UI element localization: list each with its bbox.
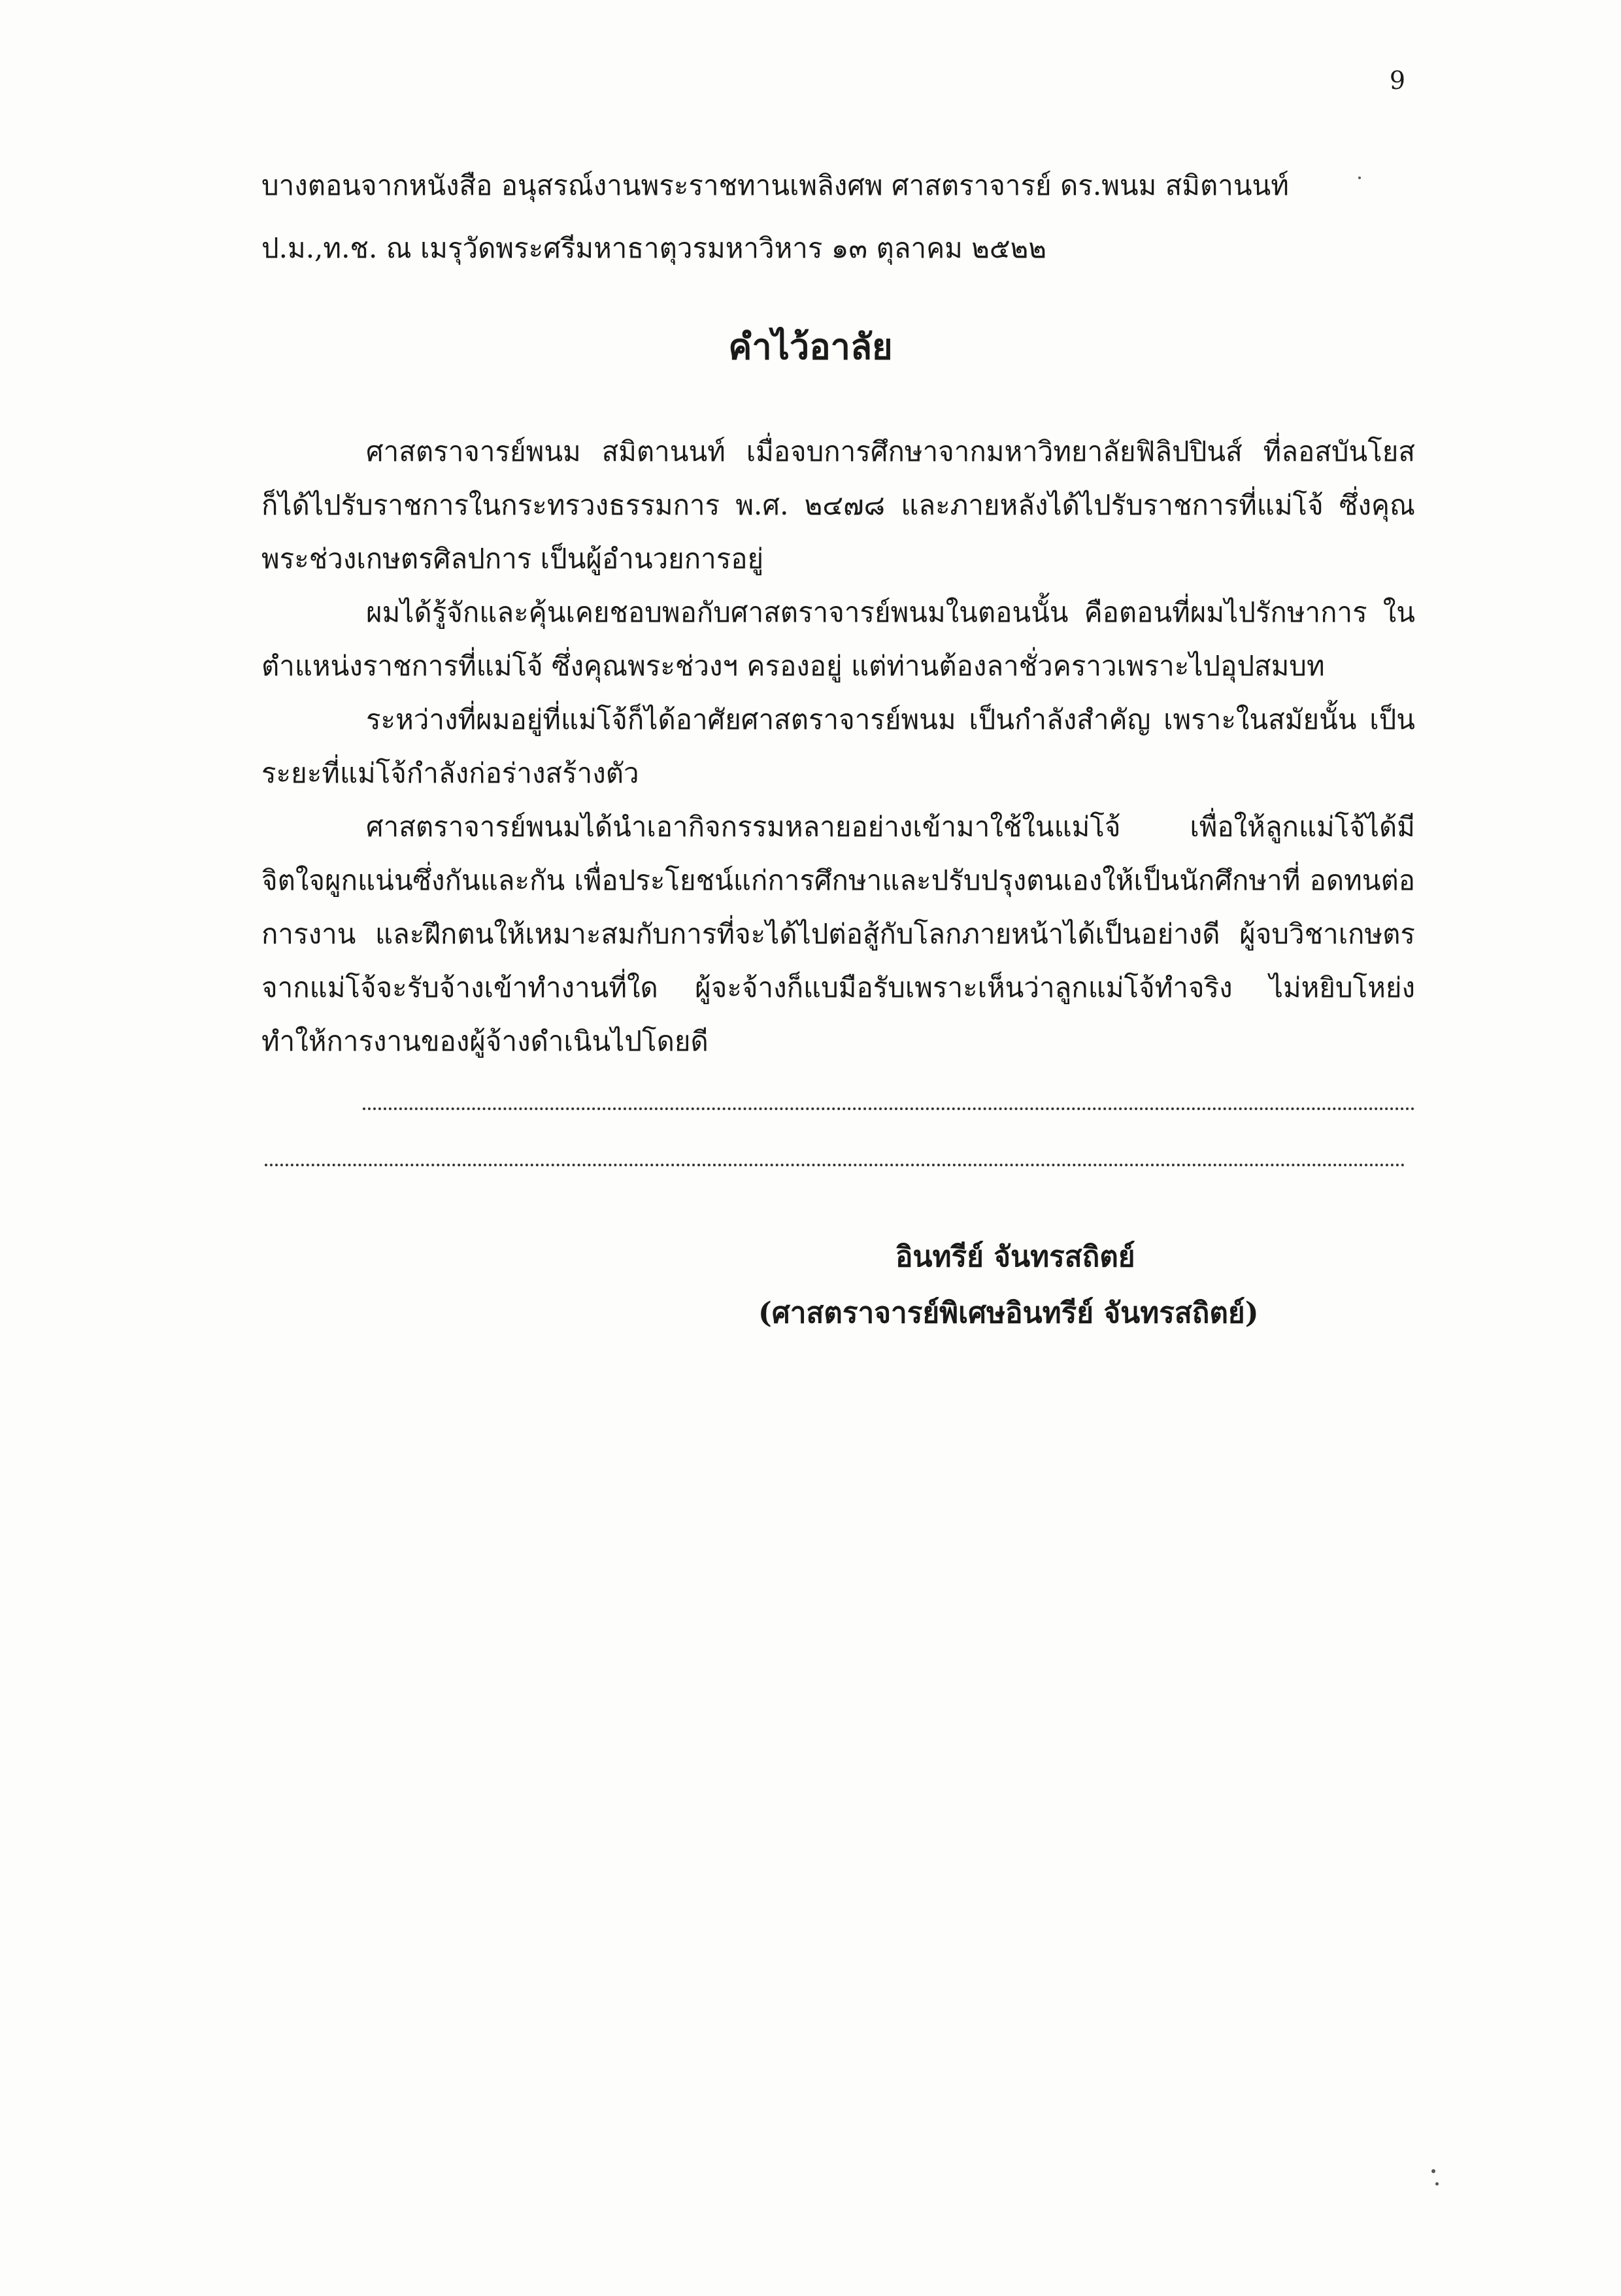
paragraph: ศาสตราจารย์พนมได้นำเอากิจกรรมหลายอย่างเข้ามาใช้ในแม่โจ้ เพื่อให้ลูกแม่โจ้ได้มี จิตใจผูกแน่นซึ่งกันและกัน เพื่อประโยชน์แก่การศึกษาและปรับปรุงตนเองให้เป็นนักศึกษาที่ อดทนต่อการงาน และฝึกตนให้เหมาะสมกับการที่จะได้ไปต่อสู้กับโลกภายหน้าได้เป็นอย่างดี ผู้จบวิชาเกษตรจากแม่โจ้จะรับจ้างเข้าทำงานที่ใด ผู้จะจ้างก็แบมือรับเพราะเห็นว่าลูกแม่โจ้ทำจริง ไม่หยิบโหย่ง ทำให้การงานของผู้จ้างดำเนินไปโดยดี: [261, 811, 1415, 1057]
source-line: บางตอนจากหนังสือ อนุสรณ์งานพระราชทานเพลิงศพ ศาสตราจารย์ ดร.พนม สมิตานนท์: [261, 169, 1289, 201]
scan-speck: [1431, 2169, 1435, 2173]
ellipsis-line: [265, 1161, 1405, 1166]
signature-name: อินทรีย์ จันทรสถิตย์: [895, 1240, 1135, 1274]
page-title: คำไว้อาลัย: [728, 326, 893, 367]
source-line: ป.ม.,ท.ช. ณ เมรุวัดพระศรีมหาธาตุวรมหาวิหาร ๑๓ ตุลาคม ๒๕๒๒: [261, 232, 1047, 264]
paragraph: ศาสตราจารย์พนม สมิตานนท์ เมื่อจบการศึกษาจากมหาวิทยาลัยฟิลิปปินส์ ที่ลอสบันโยส ก็ได้ไปรับราชการในกระทรวงธรรมการ พ.ศ. ๒๔๗๘ และภายหลังได้ไปรับราชการที่แม่โจ้ ซึ่งคุณพระช่วงเกษตรศิลปการ เป็นผู้อำนวยการอยู่: [261, 435, 1415, 575]
paragraph: ระหว่างที่ผมอยู่ที่แม่โจ้ก็ได้อาศัยศาสตราจารย์พนม เป็นกำลังสำคัญ เพราะในสมัยนั้น เป็นระยะที่แม่โจ้กำลังก่อร่างสร้างตัว: [261, 703, 1415, 789]
ellipsis-line: [363, 1105, 1415, 1110]
source-note: [261, 154, 1386, 280]
memorial-text: [261, 425, 1415, 1068]
paragraph: ผมได้รู้จักและคุ้นเคยชอบพอกับศาสตราจารย์พนมในตอนนั้น คือตอนที่ผมไปรักษาการ ในตำแหน่งราชการที่แม่โจ้ ซึ่งคุณพระช่วงฯ ครองอยู่ แต่ท่านต้องลาชั่วคราวเพราะไปอุปสมบท: [261, 596, 1415, 682]
page-number: 9: [1389, 66, 1405, 95]
scan-speck: [1435, 2182, 1439, 2186]
signature-title: (ศาสตราจารย์พิเศษอินทรีย์ จันทรสถิตย์): [758, 1296, 1259, 1330]
scan-speck: [1358, 177, 1361, 179]
